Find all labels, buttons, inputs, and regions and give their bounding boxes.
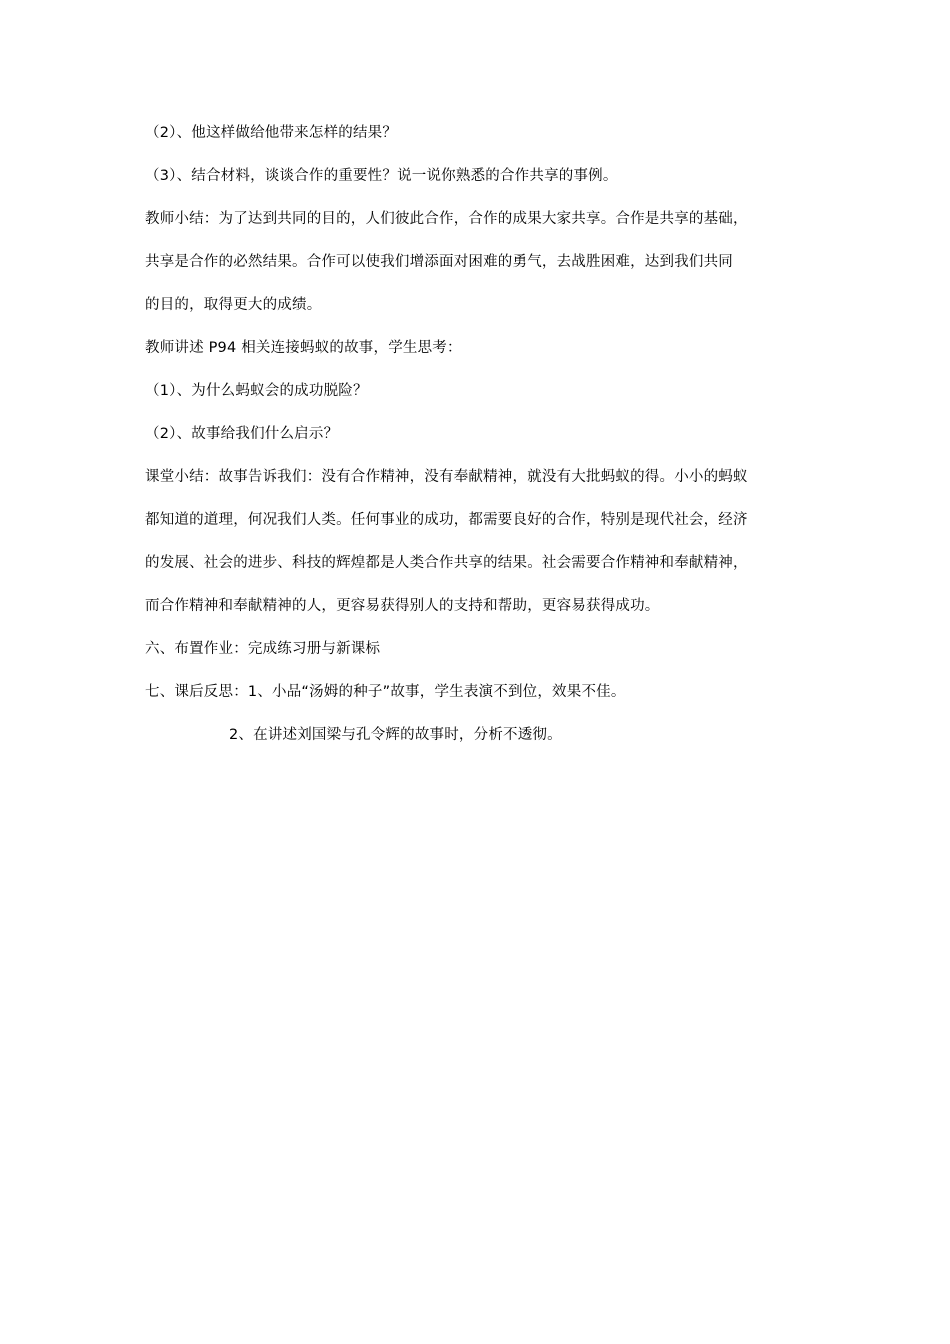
- teacher-summary-line-3: 的目的，取得更大的成绩。: [145, 297, 322, 313]
- ant-story-intro-line: 教师讲述 P94 相关连接蚂蚁的故事，学生思考：: [145, 340, 462, 356]
- class-summary-line-4: 而合作精神和奉献精神的人，更容易获得别人的支持和帮助，更容易获得成功。: [145, 598, 660, 614]
- class-summary-line-3: 的发展、社会的进步、科技的辉煌都是人类合作共享的结果。社会需要合作精神和奉献精神，: [145, 555, 748, 571]
- document-body: [145, 124, 810, 744]
- class-summary-line-1: 课堂小结：故事告诉我们：没有合作精神，没有奉献精神，就没有大批蚂蚁的得。小小的蚂蚁: [145, 469, 748, 485]
- ant-question-1-line: （1）、为什么蚂蚁会的成功脱险？: [145, 383, 368, 399]
- reflection-line-2: 2、在讲述刘国梁与孔令辉的故事时，分析不透彻。: [229, 727, 562, 743]
- class-summary-line-2: 都知道的道理，何况我们人类。任何事业的成功，都需要良好的合作，特别是现代社会，经济: [145, 512, 748, 528]
- teacher-summary-line-2: 共享是合作的必然结果。合作可以使我们增添面对困难的勇气，去战胜困难，达到我们共同: [145, 254, 733, 270]
- homework-line: 六、布置作业：完成练习册与新课标: [145, 641, 381, 657]
- ant-question-2-line: （2）、故事给我们什么启示？: [145, 426, 339, 442]
- question-3-line: （3）、结合材料，谈谈合作的重要性？说一说你熟悉的合作共享的事例。: [145, 168, 618, 184]
- reflection-line-1: 七、课后反思：1、小品“汤姆的种子”故事，学生表演不到位，效果不佳。: [145, 684, 626, 700]
- teacher-summary-line-1: 教师小结：为了达到共同的目的，人们彼此合作，合作的成果大家共享。合作是共享的基础，: [145, 211, 748, 227]
- question-2-line: （2）、他这样做给他带来怎样的结果？: [145, 125, 398, 141]
